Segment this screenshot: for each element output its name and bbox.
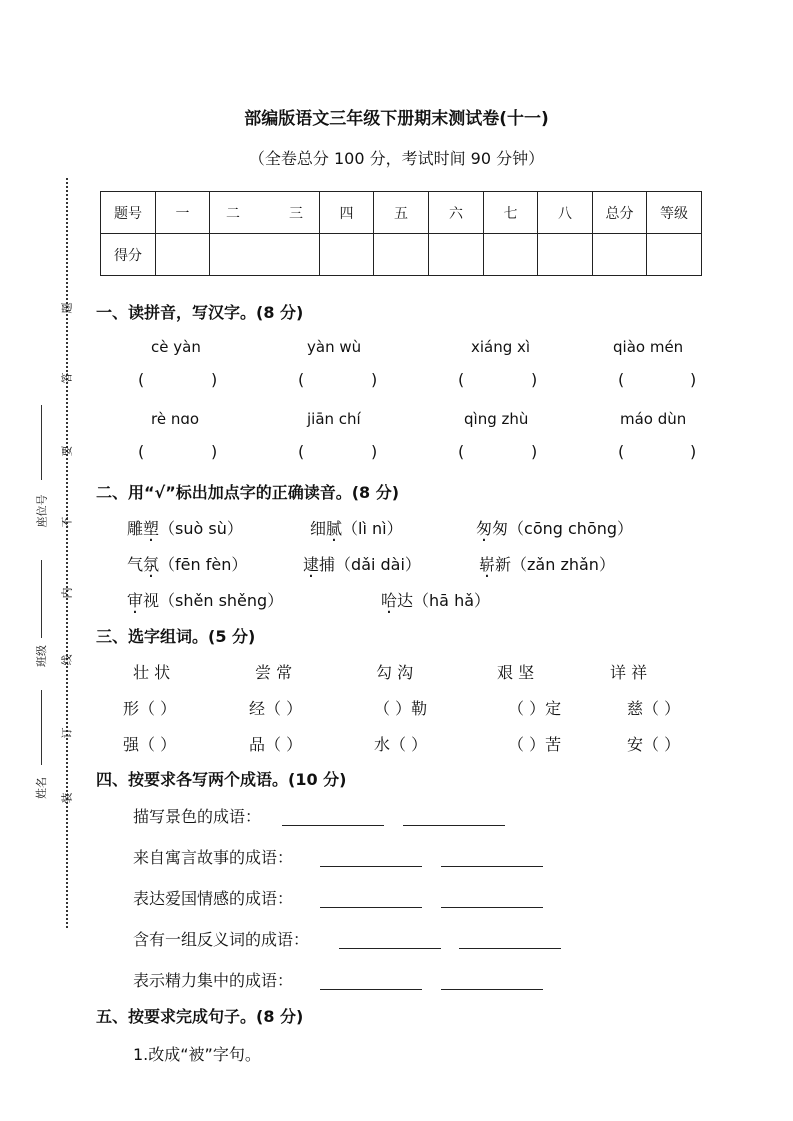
seat-number-label: 座位号 [35, 494, 49, 528]
score-input-cell[interactable] [593, 234, 647, 276]
answer-paren-close: ) [531, 370, 538, 389]
section-heading: 二、用“√”标出加点字的正确读音。(8 分) [96, 483, 400, 502]
answer-paren-open: ( [618, 370, 625, 389]
answer-paren-open: ( [298, 442, 305, 461]
score-input-cell[interactable] [484, 234, 538, 276]
pinyin: qìng zhù [464, 410, 529, 428]
word-blank[interactable]: 慈（ ） [627, 699, 681, 718]
binding-char: 装 [60, 792, 74, 804]
char-pair: 尝 常 [255, 663, 293, 682]
class-line [41, 560, 42, 638]
pronunciation-item[interactable]: 崭新（zǎn zhǎn） [479, 555, 615, 574]
table-cell: 八 [538, 192, 593, 234]
name-label: 姓名 [35, 777, 48, 799]
char-pair: 勾 沟 [376, 663, 414, 682]
dotted-char: 审 [127, 591, 144, 610]
table-cell: 总分 [593, 192, 647, 234]
answer-paren-open: ( [458, 442, 465, 461]
pinyin: yàn wù [307, 338, 362, 356]
answer-line[interactable] [320, 866, 422, 867]
answer-line[interactable] [320, 907, 422, 908]
word-blank[interactable]: 安（ ） [627, 735, 681, 754]
answer-line[interactable] [441, 866, 543, 867]
table-cell: 题号 [101, 192, 156, 234]
page-subtitle: （全卷总分 100 分，考试时间 90 分钟） [248, 149, 545, 168]
dotted-char: 哈 [381, 591, 398, 610]
answer-paren-open: ( [458, 370, 465, 389]
idiom-prompt: 描写景色的成语： [133, 807, 262, 826]
table-cell: 五 [374, 192, 429, 234]
word-blank[interactable]: 品（ ） [249, 735, 303, 754]
answer-line[interactable] [441, 907, 543, 908]
answer-paren-close: ) [211, 442, 218, 461]
word-blank[interactable]: 经（ ） [249, 699, 303, 718]
section-heading: 三、选字组词。(5 分) [96, 627, 256, 646]
score-input-cell[interactable] [374, 234, 429, 276]
answer-line[interactable] [459, 948, 561, 949]
idiom-prompt: 含有一组反义词的成语： [133, 930, 310, 949]
answer-paren-close: ) [690, 442, 697, 461]
dotted-char: 逮 [303, 555, 320, 574]
table-cell: 二 三 [210, 192, 320, 234]
pronunciation-item[interactable]: 审视（shěn shěng） [127, 591, 284, 610]
answer-paren-open: ( [298, 370, 305, 389]
name-line [41, 690, 42, 765]
answer-paren-open: ( [618, 442, 625, 461]
question-item: 1.改成“被”字句。 [133, 1045, 261, 1064]
section-heading: 一、读拼音，写汉字。(8 分) [96, 303, 304, 322]
dotted-char: 塑 [143, 519, 160, 538]
dotted-char: 腻 [326, 519, 343, 538]
table-cell: 四 [320, 192, 374, 234]
score-input-cell[interactable] [538, 234, 593, 276]
pinyin: máo dùn [620, 410, 687, 428]
char-pair: 壮 状 [133, 663, 171, 682]
pinyin: qiào mén [613, 338, 684, 356]
pinyin: cè yàn [151, 338, 201, 356]
section-heading: 五、按要求完成句子。(8 分) [96, 1007, 304, 1026]
pronunciation-item[interactable]: 逮捕（dǎi dài） [303, 555, 421, 574]
table-cell: 六 [429, 192, 484, 234]
word-blank[interactable]: 形（ ） [123, 699, 177, 718]
binding-char: 不 [60, 516, 74, 528]
score-input-cell[interactable] [429, 234, 484, 276]
score-table [100, 191, 702, 276]
pronunciation-item[interactable]: 匆匆（cōng chōng） [476, 519, 634, 538]
answer-line[interactable] [320, 989, 422, 990]
word-blank[interactable]: （ ）苦 [508, 735, 562, 754]
word-blank[interactable]: 水（ ） [374, 735, 428, 754]
answer-paren-close: ) [531, 442, 538, 461]
idiom-prompt: 表示精力集中的成语： [133, 971, 294, 990]
answer-paren-close: ) [211, 370, 218, 389]
word-blank[interactable]: （ ）勒 [374, 699, 428, 718]
answer-paren-close: ) [371, 370, 378, 389]
binding-char: 线 [60, 654, 74, 666]
char-pair: 艰 坚 [497, 663, 535, 682]
pronunciation-item[interactable]: 雕塑（suò sù） [127, 519, 243, 538]
pronunciation-item[interactable]: 哈达（hā hǎ） [381, 591, 491, 610]
dotted-char: 匆 [476, 519, 493, 538]
char-pair: 详 祥 [610, 663, 648, 682]
binding-char: 题 [60, 302, 74, 314]
binding-char: 答 [60, 372, 74, 384]
answer-line[interactable] [282, 825, 384, 826]
answer-line[interactable] [441, 989, 543, 990]
pinyin: rè nɑo [151, 410, 200, 428]
pinyin: jiān chí [307, 410, 361, 428]
answer-paren-open: ( [138, 442, 145, 461]
word-blank[interactable]: 强（ ） [123, 735, 177, 754]
answer-paren-open: ( [138, 370, 145, 389]
table-cell: 七 [484, 192, 538, 234]
score-input-cell[interactable] [156, 234, 210, 276]
binding-char: 订 [60, 727, 74, 739]
pinyin: xiáng xì [471, 338, 531, 356]
table-cell: 等级 [647, 192, 702, 234]
word-blank[interactable]: （ ）定 [508, 699, 562, 718]
table-header-row [101, 192, 702, 234]
dotted-char: 崭 [479, 555, 496, 574]
table-cell: 得分 [101, 234, 156, 276]
answer-line[interactable] [339, 948, 441, 949]
dotted-char: 氛 [143, 555, 160, 574]
pronunciation-item[interactable]: 气氛（fēn fèn） [127, 555, 248, 574]
answer-line[interactable] [403, 825, 505, 826]
score-input-cell[interactable] [647, 234, 702, 276]
idiom-prompt: 来自寓言故事的成语： [133, 848, 294, 867]
score-input-cell[interactable] [320, 234, 374, 276]
binding-char: 要 [60, 445, 74, 457]
seat-number-line [41, 405, 42, 480]
idiom-prompt: 表达爱国情感的成语： [133, 889, 294, 908]
class-label: 班级 [35, 645, 48, 667]
pronunciation-item[interactable]: 细腻（lì nì） [310, 519, 403, 538]
section-heading: 四、按要求各写两个成语。(10 分) [96, 770, 347, 789]
binding-char: 内 [60, 587, 74, 599]
answer-paren-close: ) [690, 370, 697, 389]
answer-paren-close: ) [371, 442, 378, 461]
table-score-row [101, 234, 702, 276]
score-input-cell[interactable] [210, 234, 320, 276]
page-title: 部编版语文三年级下册期末测试卷(十一) [244, 109, 549, 129]
binding-dotted-line [66, 178, 68, 928]
table-cell: 一 [156, 192, 210, 234]
